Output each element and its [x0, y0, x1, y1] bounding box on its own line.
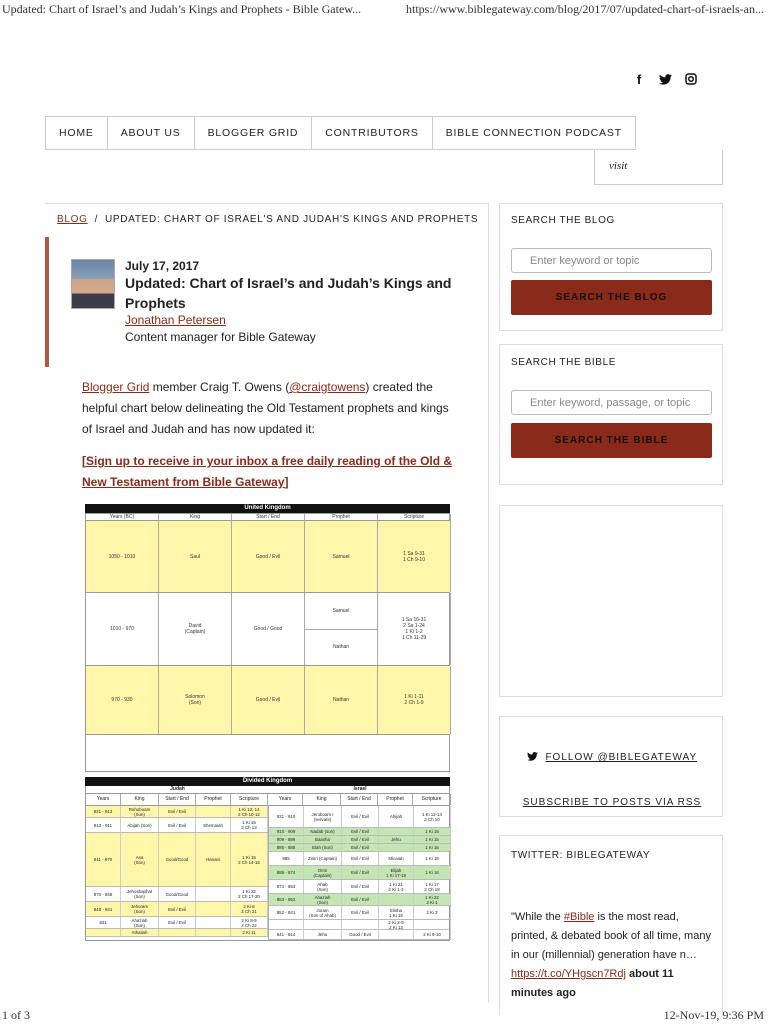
- israel-cell: Micaiah: [379, 852, 414, 865]
- print-footer: [0, 1006, 768, 1024]
- judah-cell: 2 Ki 8-9 2 Ch 22: [231, 917, 268, 928]
- dk-header-cell: Scripture: [231, 794, 268, 805]
- dk-header-cell: Start / End: [341, 794, 378, 805]
- israel-cell: Ahaziah (Son): [304, 894, 342, 905]
- search-blog-label: SEARCH THE BLOG: [511, 215, 615, 226]
- print-header: [0, 0, 768, 18]
- israel-cell: 1 Ki 16: [414, 866, 451, 879]
- israel-cell: 886 - 885: [269, 844, 304, 851]
- israel-cell: Evil / Evil: [342, 880, 379, 893]
- israel-cell: Evil / Evil: [342, 836, 379, 843]
- israel-cell: Ahab (Son): [304, 880, 342, 893]
- israel-row: [269, 866, 450, 880]
- israel-row: [269, 844, 450, 852]
- israel-cell: Baasha: [304, 836, 342, 843]
- print-datetime: 12-Nov-19, 9:36 PM: [663, 1008, 764, 1022]
- craigtowens-link[interactable]: @craigtowens: [289, 380, 366, 394]
- israel-column: [269, 806, 451, 940]
- israel-row: [269, 930, 450, 940]
- twitter-icon: [527, 752, 538, 761]
- judah-cell: Ahaziah (Son): [121, 917, 159, 928]
- nav-home[interactable]: HOME: [45, 116, 107, 150]
- israel-cell: 931 - 910: [269, 806, 304, 827]
- print-page-number: 1 of 3: [2, 1008, 30, 1022]
- main-nav: [45, 116, 636, 150]
- israel-cell: Evil / Evil: [342, 828, 379, 835]
- israel-cell: 874 - 853: [269, 880, 304, 893]
- israel-cell: 853 - 852: [269, 894, 304, 905]
- judah-cell: Jehoshaphat (Son): [121, 887, 159, 901]
- ad-placeholder: [499, 505, 723, 697]
- judah-cell: [196, 806, 231, 817]
- follow-label[interactable]: FOLLOW @BIBLEGATEWAY: [545, 752, 698, 763]
- nav-contributors[interactable]: CONTRIBUTORS: [311, 116, 431, 150]
- judah-cell: 870 - 848: [86, 887, 121, 901]
- israel-cell: Elijah 1 Ki 17-19: [379, 866, 414, 879]
- judah-cell: 2 Ki 11: [231, 929, 268, 936]
- uk-scripture: 1 Sa 16-31 2 Sa 1-24 1 Ki 1-2 1 Ch 11-29: [378, 593, 451, 665]
- author-avatar: [71, 259, 115, 309]
- uk-row-solomon: [85, 666, 450, 735]
- search-bible-label: SEARCH THE BIBLE: [511, 357, 617, 368]
- signup-link[interactable]: Sign up to receive in your inbox a free daily reading of the Old & New Testament from Bible Gateway: [82, 454, 453, 489]
- israel-cell: 1 Ki 16: [414, 844, 451, 851]
- tweet: [511, 908, 716, 1003]
- israel-cell: Zimri (Captain): [304, 852, 342, 865]
- rss-link[interactable]: SUBSCRIBE TO POSTS VIA RSS: [522, 797, 702, 808]
- search-bible-widget: [499, 344, 723, 485]
- israel-row: [269, 836, 450, 844]
- breadcrumb: [57, 214, 478, 225]
- instagram-icon[interactable]: [684, 72, 698, 86]
- judah-cell: Rehoboam (Son): [121, 806, 159, 817]
- uk-header-cell: Years (BC): [86, 514, 159, 521]
- israel-cell: Joram (Son of Ahab): [304, 906, 342, 919]
- search-blog-widget: [499, 203, 723, 331]
- uk-prophet: Samuel: [305, 521, 378, 592]
- israel-cell: 910 - 909: [269, 828, 304, 835]
- israel-cell: Evil / Evil: [342, 894, 379, 905]
- israel-cell: 1 Ki 22 2 Ki 1: [414, 894, 451, 905]
- divided-kingdom-chart: [85, 777, 450, 941]
- israel-row: [269, 920, 450, 930]
- divided-kingdom-header: [85, 794, 450, 806]
- israel-cell: [379, 930, 414, 939]
- judah-cell: Hanani: [196, 833, 231, 886]
- author-role: Content manager for Bible Gateway: [125, 330, 316, 344]
- israel-row: [269, 828, 450, 836]
- visit-link[interactable]: visit: [594, 150, 723, 185]
- uk-start-end: Good / Evil: [232, 521, 305, 592]
- israel-cell: Evil / Evil: [342, 906, 379, 919]
- dk-header-cell: Scripture: [413, 794, 451, 805]
- united-kingdom-header: [85, 513, 450, 521]
- judah-cell: [196, 929, 231, 936]
- israel-cell: Jeroboam I (servant): [304, 806, 342, 827]
- judah-cell: Evil / Evil: [159, 917, 196, 928]
- judah-row: [86, 806, 268, 818]
- post-header: [45, 237, 485, 367]
- divided-kingdom-subheader: [85, 786, 450, 794]
- israel-cell: Evil / Evil: [342, 844, 379, 851]
- israel-cell: 885: [269, 852, 304, 865]
- israel-cell: Evil / Evil: [342, 806, 379, 827]
- uk-prophet: Samuel: [305, 593, 377, 630]
- dk-header-cell: Prophet: [196, 794, 231, 805]
- signup-close-bracket: ]: [284, 475, 289, 489]
- israel-cell: [269, 920, 304, 930]
- judah-cell: 911 - 870: [86, 833, 121, 886]
- main-content: [45, 203, 489, 1003]
- follow-widget: [499, 716, 723, 817]
- uk-blank-row: [85, 735, 450, 772]
- israel-cell: Evil / Evil: [342, 852, 379, 865]
- blogger-grid-link[interactable]: Blogger Grid: [82, 380, 150, 394]
- judah-cell: 931 - 913: [86, 806, 121, 817]
- israel-cell: 2 Ki 2-9 2 Ki 13: [379, 920, 414, 930]
- judah-row: [86, 917, 268, 929]
- judah-cell: 1 Ki 15 2 Ch 13: [231, 818, 268, 832]
- uk-prophet: Nathan: [332, 644, 350, 651]
- united-kingdom-title: United Kingdom: [85, 504, 450, 513]
- follow-link[interactable]: [500, 752, 724, 763]
- judah-cell: 1 Ki 15 2 Ch 14-16: [231, 833, 268, 886]
- dk-header-cell: King: [303, 794, 341, 805]
- judah-cell: Evil / Evil: [159, 806, 196, 817]
- judah-row: [86, 833, 268, 887]
- breadcrumb-separator: /: [94, 214, 99, 225]
- print-page-url: https://www.biblegateway.com/blog/2017/07/updated-chart-of-israels-an...: [405, 2, 764, 16]
- israel-row: [269, 806, 450, 828]
- israel-cell: 2 Ki 9-10: [414, 930, 451, 939]
- israel-cell: 1 Ki 16: [414, 852, 451, 865]
- israel-cell: [379, 894, 414, 905]
- uk-start-end: Good / Evil: [232, 666, 305, 734]
- israel-cell: [414, 920, 451, 930]
- judah-cell: [86, 929, 121, 936]
- uk-king: David (Captain): [159, 593, 232, 665]
- tweet-text-1: "While the: [511, 911, 564, 923]
- uk-row-david: [85, 593, 450, 666]
- israel-cell: Evil / Evil: [342, 866, 379, 879]
- judah-cell: 2 Ki 8 2 Ch 21: [231, 902, 268, 916]
- judah-cell: Evil / Evil: [159, 902, 196, 916]
- nav-about-us[interactable]: ABOUT US: [107, 116, 194, 150]
- judah-row: [86, 902, 268, 917]
- uk-header-cell: Start / End: [232, 514, 305, 521]
- twitter-widget: [499, 835, 723, 1015]
- israel-cell: 2 Ki 3: [414, 906, 451, 919]
- judah-cell: Good/Good: [159, 833, 196, 886]
- israel-cell: Elisha 1 Ki 19: [379, 906, 414, 919]
- israel-cell: [379, 844, 414, 851]
- israel-cell: 1 Ki 17 2 Ch 18: [414, 880, 451, 893]
- nav-blogger-grid[interactable]: BLOGGER GRID: [194, 116, 312, 150]
- search-blog-input[interactable]: Enter keyword or topic: [511, 248, 712, 273]
- divided-kingdom-body: [85, 806, 450, 941]
- israel-cell: 1 Ki 15: [414, 828, 451, 835]
- uk-header-cell: King: [159, 514, 232, 521]
- uk-header-cell: Scripture: [378, 514, 451, 521]
- israel-cell: Ahijah: [379, 806, 414, 827]
- israel-cell: Elah (Son): [304, 844, 342, 851]
- judah-row: [86, 818, 268, 833]
- israel-cell: 852 - 841: [269, 906, 304, 919]
- judah-cell: Evil / Evil: [159, 818, 196, 832]
- judah-cell: Jehoram (Son): [121, 902, 159, 916]
- tweet-link[interactable]: https://t.co/YHgscn7Rdj: [511, 968, 626, 980]
- divided-kingdom-title: Divided Kingdom: [85, 777, 450, 786]
- uk-row-saul: [85, 521, 450, 593]
- uk-prophets: [305, 593, 378, 665]
- judah-column: [86, 806, 269, 940]
- israel-cell: 1 Ki 15: [414, 836, 451, 843]
- signup-callout: [82, 451, 457, 493]
- judah-cell: 1 Ki 22 2 Ch 17-20: [231, 887, 268, 901]
- dk-header-cell: Start / End: [159, 794, 196, 805]
- social-links: [632, 72, 698, 86]
- uk-years: 970 - 930: [86, 666, 159, 734]
- united-kingdom-chart: [85, 504, 450, 772]
- twitter-icon[interactable]: [658, 72, 672, 86]
- tweet-text-2: is the most read, printed, & debated book of all time, many in our (millennial) generation have n…: [511, 911, 711, 961]
- israel-cell: Good / Evil: [342, 930, 379, 939]
- nav-bible-connection-podcast[interactable]: BIBLE CONNECTION PODCAST: [432, 116, 636, 150]
- search-bible-button[interactable]: SEARCH THE BIBLE: [511, 423, 712, 458]
- author-link[interactable]: Jonathan Petersen: [125, 313, 226, 327]
- judah-cell: Good/Good: [159, 887, 196, 901]
- israel-cell: [304, 920, 342, 930]
- judah-cell: 1 Ki 12, 14 2 Ch 10-12: [231, 806, 268, 817]
- dk-header-cell: Years: [86, 794, 121, 805]
- search-bible-input[interactable]: Enter keyword, passage, or topic: [511, 390, 712, 415]
- uk-start-end: Good / Good: [232, 593, 305, 665]
- search-blog-button[interactable]: SEARCH THE BLOG: [511, 280, 712, 315]
- israel-row: [269, 894, 450, 906]
- judah-row: [86, 887, 268, 902]
- dk-header-cell: Years: [268, 794, 303, 805]
- judah-cell: Asa (Son): [121, 833, 159, 886]
- israel-cell: 885 - 874: [269, 866, 304, 879]
- dk-header-cell: King: [121, 794, 159, 805]
- israel-cell: 1 Ki 21 2 Ki 1-2: [379, 880, 414, 893]
- uk-king: Saul: [159, 521, 232, 592]
- uk-king: Solomon (Son): [159, 666, 232, 734]
- israel-row: [269, 852, 450, 866]
- judah-cell: 913 - 911: [86, 818, 121, 832]
- uk-prophet: Nathan: [305, 666, 378, 734]
- facebook-icon[interactable]: f: [636, 71, 642, 87]
- bible-hashtag-link[interactable]: #Bible: [563, 911, 595, 923]
- signup-open-bracket: [: [82, 454, 86, 468]
- uk-years: 1010 - 970: [86, 593, 159, 665]
- uk-scripture: 1 Ki 1-11 2 Ch 1-9: [378, 666, 451, 734]
- uk-header-cell: Prophet: [305, 514, 378, 521]
- israel-cell: Jehu: [379, 836, 414, 843]
- print-page-title: Updated: Chart of Israel’s and Judah’s Kings and Prophets - Bible Gatew...: [2, 2, 362, 16]
- israel-label: Israel: [353, 786, 367, 792]
- breadcrumb-current: UPDATED: CHART OF ISRAEL'S AND JUDAH'S KINGS AND PROPHETS: [105, 214, 479, 225]
- israel-cell: [342, 920, 379, 930]
- uk-years: 1050 - 1010: [86, 521, 159, 592]
- israel-cell: Jehu: [304, 930, 342, 939]
- judah-label: Judah: [170, 786, 185, 792]
- post-title: Updated: Chart of Israel’s and Judah’s Kings and Prophets: [125, 275, 452, 311]
- israel-cell: 1 Ki 12-14 2 Ch 10: [414, 806, 451, 827]
- breadcrumb-blog-link[interactable]: BLOG: [57, 214, 88, 225]
- dk-header-cell: Prophet: [378, 794, 413, 805]
- tweet-time: about 11 minutes ago: [511, 968, 674, 999]
- judah-cell: Shemaiah: [196, 818, 231, 832]
- israel-cell: Nadab (son): [304, 828, 342, 835]
- intro-text-1: member Craig T. Owens (: [149, 380, 290, 394]
- israel-row: [269, 906, 450, 920]
- judah-cell: [196, 917, 231, 928]
- intro-text-2: ) created the helpful chart below delineating the Old Testament prophets and kings of Israel and Judah and has now updated it:: [82, 380, 449, 436]
- judah-cell: Athaliah: [121, 929, 159, 936]
- israel-cell: Omri (Captain): [304, 866, 342, 879]
- judah-cell: Abijah (Son): [121, 818, 159, 832]
- post-date: July 17, 2017: [125, 259, 200, 273]
- uk-scripture: 1 Sa 9-31 1 Ch 9-10: [378, 521, 451, 592]
- judah-cell: 841: [86, 917, 121, 928]
- judah-row: [86, 929, 268, 937]
- post-intro: [82, 377, 452, 440]
- judah-cell: [159, 929, 196, 936]
- judah-cell: [196, 887, 231, 901]
- israel-cell: 909 - 886: [269, 836, 304, 843]
- judah-cell: [196, 902, 231, 916]
- israel-cell: [379, 828, 414, 835]
- judah-cell: 848 - 841: [86, 902, 121, 916]
- israel-row: [269, 880, 450, 894]
- twitter-label: TWITTER: BIBLEGATEWAY: [511, 850, 651, 861]
- israel-cell: 841 - 814: [269, 930, 304, 939]
